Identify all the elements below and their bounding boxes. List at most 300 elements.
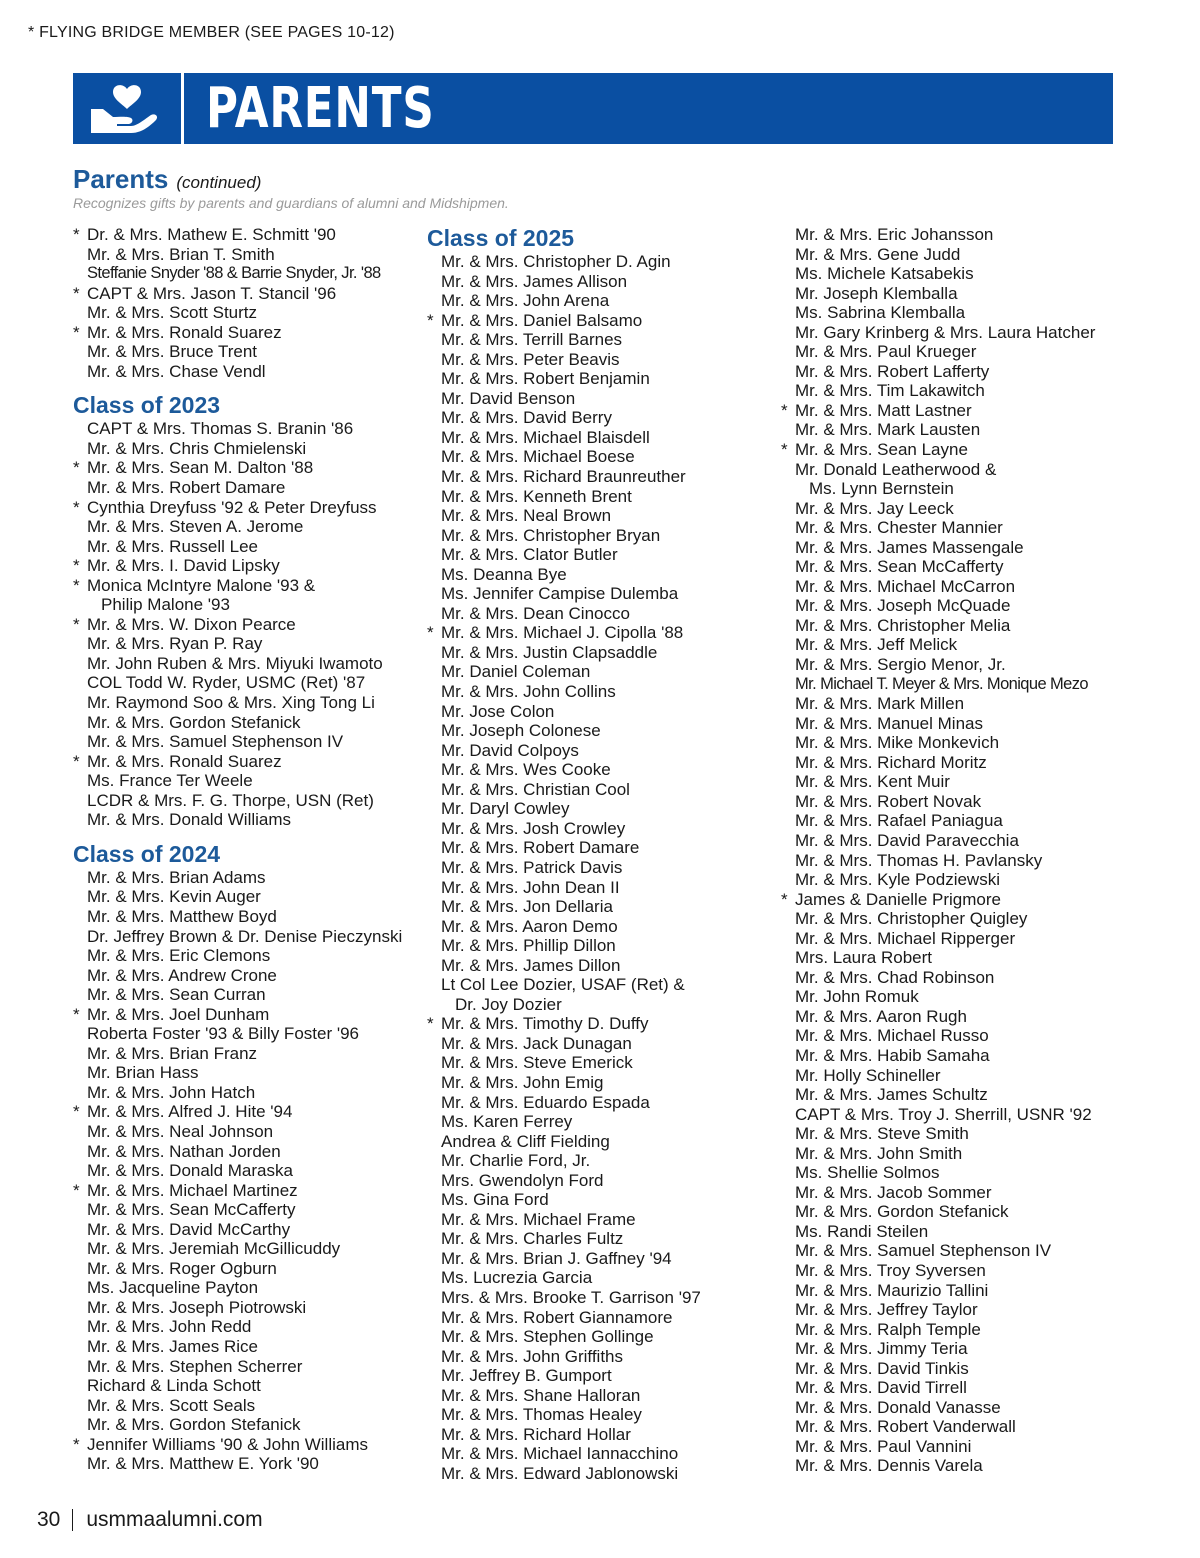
donor-entry [781, 225, 1181, 245]
donor-entry [73, 595, 423, 615]
donor-column-1 [73, 225, 423, 1474]
donor-name: Mr. & Mrs. Timothy D. Duffy [441, 1014, 649, 1034]
donor-entry [781, 401, 1181, 421]
donor-name: Andrea & Cliff Fielding [441, 1131, 610, 1151]
donor-name: Mr. & Mrs. Thomas Healey [441, 1405, 642, 1425]
donor-entry [73, 225, 423, 245]
donor-name: Mr. & Mrs. David Tirrell [795, 1378, 967, 1398]
donor-entry [427, 1132, 777, 1152]
donor-name: Mr. & Mrs. Stephen Gollinge [441, 1327, 654, 1347]
donor-name: Mr. David Colpoys [441, 740, 579, 760]
donor-entry [73, 1044, 423, 1064]
donor-name: Mr. & Mrs. Paul Vannini [795, 1436, 972, 1456]
donor-entry [73, 1220, 423, 1240]
donor-name: Mr. & Mrs. Matt Lastner [795, 400, 972, 420]
donor-name: Mr. & Mrs. Kent Muir [795, 772, 950, 792]
donor-name: Mr. & Mrs. David McCarthy [87, 1219, 291, 1239]
donor-entry [427, 878, 777, 898]
donor-entry [427, 956, 777, 976]
page-footer [37, 1508, 263, 1532]
donor-name: Mr. & Mrs. Jeffrey Taylor [795, 1300, 978, 1320]
donor-name: Ms. Lucrezia Garcia [441, 1268, 593, 1288]
donor-name: Mr. & Mrs. Charles Fultz [441, 1229, 624, 1249]
donor-name: Mr. & Mrs. Michael Iannacchino [441, 1444, 679, 1464]
donor-entry [73, 342, 423, 362]
donor-entry [73, 323, 423, 343]
donor-entry [781, 479, 1181, 499]
donor-name: Ms. Jennifer Campise Dulemba [441, 584, 679, 604]
donor-entry [73, 791, 423, 811]
donor-name: Mr. & Mrs. John Emig [441, 1072, 604, 1092]
donor-entry [427, 780, 777, 800]
flying-bridge-star: * [781, 440, 788, 460]
donor-name: Dr. & Mrs. Mathew E. Schmitt '90 [87, 225, 336, 244]
donor-entry [427, 369, 777, 389]
section-title: Parents [73, 164, 169, 194]
donor-entry [781, 635, 1181, 655]
donor-name: Mr. & Mrs. Sean McCafferty [795, 557, 1004, 577]
donor-entry [427, 1366, 777, 1386]
donor-entry [781, 811, 1181, 831]
donor-name: Ms. Randi Steilen [795, 1221, 929, 1241]
donor-entry [73, 1435, 423, 1455]
donor-name: Ms. Karen Ferrey [441, 1112, 573, 1132]
donor-name: Mr. John Romuk [795, 987, 919, 1007]
donor-entry [73, 303, 423, 323]
flying-bridge-star: * [73, 1434, 80, 1454]
donor-entry [781, 264, 1181, 284]
donor-entry [73, 907, 423, 927]
donor-entry [781, 362, 1181, 382]
donor-name: Mr. & Mrs. Ronald Suarez [87, 322, 282, 342]
donor-entry [427, 408, 777, 428]
donor-entry [73, 985, 423, 1005]
donor-name: Mr. & Mrs. Brian T. Smith [87, 244, 275, 264]
donor-entry [781, 792, 1181, 812]
donor-entry [73, 673, 423, 693]
donor-name: CAPT & Mrs. Thomas S. Branin '86 [87, 419, 354, 439]
donor-name: Mrs. Laura Robert [795, 948, 932, 968]
donor-entry [427, 526, 777, 546]
donor-name: Mr. Daniel Coleman [441, 662, 591, 682]
donor-entry [427, 389, 777, 409]
donor-name: Ms. Jacqueline Payton [87, 1278, 259, 1298]
donor-name: Mr. & Mrs. Patrick Davis [441, 857, 623, 877]
donor-entry [781, 968, 1181, 988]
donor-entry [73, 732, 423, 752]
donor-entry [781, 1144, 1181, 1164]
flying-bridge-star: * [73, 751, 80, 771]
donor-entry [427, 604, 777, 624]
donor-entry [781, 1456, 1181, 1476]
donor-entry [73, 1454, 423, 1474]
donor-name: Mr. & Mrs. James Dillon [441, 955, 621, 975]
donor-name: Ms. Deanna Bye [441, 564, 567, 584]
donor-entry [73, 1102, 423, 1122]
donor-name: Mr. & Mrs. Terrill Barnes [441, 330, 623, 350]
donor-name: Mr. & Mrs. Kyle Podziewski [795, 870, 1000, 890]
donor-name: Mr. & Mrs. Neal Brown [441, 506, 612, 526]
donor-name: Mr. & Mrs. Thomas H. Pavlansky [795, 850, 1043, 870]
donor-entry [781, 596, 1181, 616]
donor-name: Mr. & Mrs. Phillip Dillon [441, 936, 616, 956]
hand-heart-icon [73, 73, 181, 144]
donor-name: Mr. & Mrs. Stephen Scherrer [87, 1356, 303, 1376]
donor-entry [73, 1024, 423, 1044]
donor-entry [781, 1124, 1181, 1144]
flying-bridge-note: * FLYING BRIDGE MEMBER (SEE PAGES 10-12) [28, 24, 395, 41]
donor-name: Mr. & Mrs. Jeff Melick [795, 635, 958, 655]
donor-name: Mr. Gary Krinberg & Mrs. Laura Hatcher [795, 322, 1096, 342]
donor-entry [427, 1229, 777, 1249]
class-heading: Class of 2023 [73, 392, 221, 419]
donor-name: Mr. & Mrs. Brian J. Gaffney '94 [441, 1248, 672, 1268]
donor-entry [73, 946, 423, 966]
donor-entry [427, 272, 777, 292]
donor-entry [427, 1444, 777, 1464]
donor-entry [781, 655, 1181, 675]
donor-name: Mr. & Mrs. Donald Maraska [87, 1161, 293, 1181]
donor-name: Mr. & Mrs. Andrew Crone [87, 965, 277, 985]
donor-name: Mr. & Mrs. John Collins [441, 682, 616, 702]
donor-entry [427, 487, 777, 507]
donor-entry [73, 1200, 423, 1220]
donor-name: Mr. Raymond Soo & Mrs. Xing Tong Li [87, 693, 375, 713]
donor-name: Mr. & Mrs. Robert Damare [87, 478, 286, 498]
donor-name: CAPT & Mrs. Troy J. Sherrill, USNR '92 [795, 1104, 1092, 1124]
donor-name: Mr. & Mrs. David Paravecchia [795, 830, 1019, 850]
donor-name: Mr. & Mrs. Jacob Sommer [795, 1182, 992, 1202]
donor-name: Mr. Charlie Ford, Jr. [441, 1151, 591, 1171]
donor-name: James & Danielle Prigmore [795, 889, 1001, 909]
donor-name: Mr. & Mrs. Christopher Quigley [795, 909, 1028, 929]
donor-entry [73, 1317, 423, 1337]
donor-name: Mr. & Mrs. Robert Giannamore [441, 1307, 673, 1327]
donor-name: Mr. & Mrs. John Hatch [87, 1082, 256, 1102]
donor-entry [73, 693, 423, 713]
donor-name: Mr. & Mrs. David Berry [441, 408, 612, 428]
donor-entry [427, 1014, 777, 1034]
flying-bridge-star: * [73, 1102, 80, 1122]
donor-entry [781, 460, 1181, 480]
donor-entry [427, 838, 777, 858]
donor-name: Mr. & Mrs. Mark Lausten [795, 420, 981, 440]
donor-name: Mr. & Mrs. Mark Millen [795, 694, 965, 714]
donor-name: Mr. & Mrs. Wes Cooke [441, 760, 611, 780]
donor-name: Mr. & Mrs. Sergio Menor, Jr. [795, 655, 1006, 675]
donor-entry [73, 1005, 423, 1025]
donor-name: Mr. & Mrs. Ronald Suarez [87, 751, 282, 771]
donor-entry [781, 342, 1181, 362]
donor-name: Mr. & Mrs. James Schultz [795, 1085, 988, 1105]
donor-name: Mr. & Mrs. Kevin Auger [87, 887, 261, 907]
donor-name: Ms. Lynn Bernstein [809, 479, 954, 499]
donor-entry [427, 643, 777, 663]
banner-divider [181, 73, 184, 144]
flying-bridge-star: * [73, 283, 80, 303]
donor-entry [73, 1181, 423, 1201]
flying-bridge-star: * [73, 556, 80, 576]
donor-name: Philip Malone '93 [101, 595, 230, 615]
donor-name: Mr. Daryl Cowley [441, 799, 570, 819]
section-continued: (continued) [176, 173, 262, 192]
donor-name: Mr. Donald Leatherwood & [795, 459, 997, 479]
donor-name: Mr. & Mrs. Samuel Stephenson IV [87, 732, 344, 752]
donor-entry [781, 851, 1181, 871]
donor-entry [427, 1268, 777, 1288]
flying-bridge-star: * [427, 623, 434, 643]
donor-entry [427, 1425, 777, 1445]
donor-name: Mr. & Mrs. I. David Lipsky [87, 556, 280, 576]
donor-entry [781, 557, 1181, 577]
donor-name: Mr. & Mrs. Richard Hollar [441, 1424, 631, 1444]
donor-name: Mr. & Mrs. Sean Curran [87, 985, 266, 1005]
donor-name: Mr. & Mrs. James Rice [87, 1336, 258, 1356]
donor-name: Mr. & Mrs. Michael Russo [795, 1026, 989, 1046]
donor-name: Mr. & Mrs. James Massengale [795, 537, 1024, 557]
donor-entry [781, 577, 1181, 597]
donor-name: Mr. & Mrs. Bruce Trent [87, 342, 258, 362]
donor-name: Ms. Shellie Solmos [795, 1163, 940, 1183]
flying-bridge-star: * [73, 575, 80, 595]
donor-name: Mr. & Mrs. Shane Halloran [441, 1385, 641, 1405]
class-heading: Class of 2025 [427, 225, 575, 251]
donor-entry [427, 350, 777, 370]
donor-name: Mr. & Mrs. Gene Judd [795, 244, 961, 264]
donor-entry [427, 741, 777, 761]
donor-entry [781, 1105, 1181, 1125]
donor-entry [73, 1415, 423, 1435]
flying-bridge-star: * [73, 322, 80, 342]
donor-name: Mr. & Mrs. Eric Johansson [795, 225, 994, 244]
donor-entry [781, 675, 1181, 695]
donor-name: Cynthia Dreyfuss '92 & Peter Dreyfuss [87, 497, 377, 517]
donor-entry [781, 1359, 1181, 1379]
donor-entry [781, 538, 1181, 558]
donor-name: Mrs. & Mrs. Brooke T. Garrison '97 [441, 1287, 701, 1307]
donor-entry [427, 897, 777, 917]
donor-entry [781, 772, 1181, 792]
donor-name: Mr. & Mrs. Daniel Balsamo [441, 310, 643, 330]
donor-entry [73, 1142, 423, 1162]
donor-entry [781, 1163, 1181, 1183]
donor-name: Mr. & Mrs. Neal Johnson [87, 1121, 274, 1141]
donor-entry [781, 1398, 1181, 1418]
donor-name: Mr. & Mrs. Michael McCarron [795, 576, 1016, 596]
donor-entry [781, 518, 1181, 538]
donor-name: Mr. & Mrs. Robert Vanderwall [795, 1417, 1016, 1437]
donor-name: Dr. Joy Dozier [455, 994, 562, 1014]
donor-entry [427, 1073, 777, 1093]
donor-entry [73, 1298, 423, 1318]
donor-entry [73, 1239, 423, 1259]
donor-entry [73, 1259, 423, 1279]
flying-bridge-star: * [781, 400, 788, 420]
donor-entry [781, 1437, 1181, 1457]
donor-entry [781, 1183, 1181, 1203]
flying-bridge-star: * [427, 1014, 434, 1034]
donor-name: Lt Col Lee Dozier, USAF (Ret) & [441, 975, 685, 995]
donor-entry [781, 245, 1181, 265]
donor-entry [73, 284, 423, 304]
donor-entry [427, 760, 777, 780]
section-description: Recognizes gifts by parents and guardians of alumni and Midshipmen. [73, 195, 509, 211]
donor-entry [427, 682, 777, 702]
donor-name: Mr. & Mrs. Dennis Varela [795, 1456, 983, 1476]
donor-entry [427, 662, 777, 682]
donor-name: Ms. Sabrina Klemballa [795, 303, 966, 323]
flying-bridge-star: * [427, 310, 434, 330]
donor-name: Mr. & Mrs. Michael Blaisdell [441, 427, 650, 447]
donor-entry [73, 752, 423, 772]
donor-name: Mr. & Mrs. Robert Novak [795, 791, 982, 811]
donor-name: Ms. Gina Ford [441, 1190, 549, 1210]
donor-entry [427, 1171, 777, 1191]
donor-name: Mr. & Mrs. Donald Williams [87, 810, 292, 830]
donor-name: Mr. & Mrs. Christopher Bryan [441, 525, 661, 545]
section-heading [73, 164, 261, 195]
donor-name: Steffanie Snyder '88 & Barrie Snyder, Jr. '88 [87, 264, 381, 283]
donor-entry [781, 1320, 1181, 1340]
donor-name: Mr. & Mrs. Jeremiah McGillicuddy [87, 1239, 341, 1259]
donor-entry [781, 1300, 1181, 1320]
donor-name: Mr. & Mrs. Ralph Temple [795, 1319, 981, 1339]
donor-entry [73, 927, 423, 947]
page-number: 30 [37, 1508, 61, 1531]
donor-name: Mr. & Mrs. Sean McCafferty [87, 1200, 296, 1220]
donor-entry [781, 1417, 1181, 1437]
donor-name: Mr. & Mrs. Jimmy Teria [795, 1339, 968, 1359]
donor-name: Mr. & Mrs. Maurizio Tallini [795, 1280, 989, 1300]
donor-entry [427, 1190, 777, 1210]
donor-name: Mr. & Mrs. Richard Braunreuther [441, 467, 686, 487]
donor-name: Monica McIntyre Malone '93 & [87, 575, 316, 595]
donor-entry [781, 1202, 1181, 1222]
donor-entry [427, 428, 777, 448]
donor-entry [73, 537, 423, 557]
donor-entry [73, 810, 423, 830]
donor-name: Mr. & Mrs. Scott Seals [87, 1395, 256, 1415]
donor-name: Mr. & Mrs. Matthew Boyd [87, 906, 277, 926]
donor-entry [781, 420, 1181, 440]
banner-title: PARENTS [206, 76, 435, 141]
donor-entry [73, 245, 423, 265]
donor-name: Mr. & Mrs. John Dean II [441, 877, 620, 897]
donor-name: Mr. & Mrs. Brian Adams [87, 867, 266, 887]
donor-name: Mr. Joseph Colonese [441, 721, 601, 741]
donor-entry [781, 323, 1181, 343]
donor-name: Mr. Michael T. Meyer & Mrs. Monique Mezo [795, 674, 1088, 693]
donor-name: Mr. & Mrs. Edward Jablonowski [441, 1463, 679, 1483]
donor-name: Mr. & Mrs. Donald Vanasse [795, 1397, 1001, 1417]
donor-entry [73, 1161, 423, 1181]
donor-name: Mr. & Mrs. Matthew E. York '90 [87, 1454, 319, 1474]
donor-entry [427, 1308, 777, 1328]
flying-bridge-star: * [73, 1180, 80, 1200]
donor-entry [73, 654, 423, 674]
donor-name: Mr. & Mrs. Mike Monkevich [795, 733, 1000, 753]
donor-entry [427, 1405, 777, 1425]
donor-entry [73, 1396, 423, 1416]
donor-name: COL Todd W. Ryder, USMC (Ret) '87 [87, 673, 366, 693]
donor-entry [427, 1386, 777, 1406]
donor-name: Mr. John Ruben & Mrs. Miyuki Iwamoto [87, 653, 383, 673]
donor-name: Dr. Jeffrey Brown & Dr. Denise Pieczynski [87, 926, 403, 946]
flying-bridge-star: * [73, 458, 80, 478]
donor-entry [781, 616, 1181, 636]
donor-entry [781, 870, 1181, 890]
donor-name: Mr. & Mrs. Christian Cool [441, 779, 630, 799]
donor-entry [73, 576, 423, 596]
donor-entry [73, 1337, 423, 1357]
donor-entry [427, 447, 777, 467]
donor-name: Mr. & Mrs. Scott Sturtz [87, 303, 258, 323]
donor-name: Mr. & Mrs. Gordon Stefanick [87, 712, 301, 732]
donor-entry [427, 506, 777, 526]
donor-name: Mr. & Mrs. Habib Samaha [795, 1045, 990, 1065]
donor-name: Mr. & Mrs. Robert Lafferty [795, 361, 990, 381]
donor-entry [781, 1007, 1181, 1027]
donor-name: Mr. & Mrs. Michael Frame [441, 1209, 636, 1229]
donor-entry [427, 936, 777, 956]
donor-name: Mr. & Mrs. Christopher Melia [795, 615, 1011, 635]
donor-name: Roberta Foster '93 & Billy Foster '96 [87, 1024, 359, 1044]
donor-entry [427, 1464, 777, 1484]
donor-entry [781, 733, 1181, 753]
donor-entry [73, 1357, 423, 1377]
donor-entry [427, 584, 777, 604]
donor-entry [427, 858, 777, 878]
donor-name: Mr. & Mrs. Rafael Paniagua [795, 811, 1003, 831]
flying-bridge-star: * [73, 1004, 80, 1024]
donor-entry [427, 917, 777, 937]
donor-name: Mr. & Mrs. Peter Beavis [441, 349, 620, 369]
donor-name: Mr. & Mrs. Joseph Piotrowski [87, 1297, 307, 1317]
donor-name: Mr. & Mrs. Eric Clemons [87, 946, 271, 966]
donor-name: Mr. & Mrs. Christopher D. Agin [441, 252, 671, 271]
donor-entry [427, 623, 777, 643]
donor-entry [427, 1093, 777, 1113]
donor-name: Mrs. Gwendolyn Ford [441, 1170, 604, 1190]
donor-entry [73, 1122, 423, 1142]
donor-name: Richard & Linda Schott [87, 1376, 261, 1396]
donor-entry [427, 1151, 777, 1171]
donor-entry [781, 1261, 1181, 1281]
flying-bridge-star: * [73, 497, 80, 517]
donor-entry [427, 819, 777, 839]
donor-name: Mr. & Mrs. Aaron Rugh [795, 1006, 967, 1026]
donor-entry [781, 284, 1181, 304]
donor-name: Mr. & Mrs. Tim Lakawitch [795, 381, 985, 401]
footer-divider [72, 1509, 73, 1531]
donor-name: Mr. & Mrs. Russell Lee [87, 536, 258, 556]
donor-name: Mr. & Mrs. Samuel Stephenson IV [795, 1241, 1052, 1261]
donor-name: Mr. Joseph Klemballa [795, 283, 958, 303]
donor-name: Mr. & Mrs. Paul Krueger [795, 342, 977, 362]
donor-entry [781, 714, 1181, 734]
donor-entry [427, 330, 777, 350]
donor-name: Mr. & Mrs. Chase Vendl [87, 361, 266, 381]
donor-entry [427, 1249, 777, 1269]
donor-name: Mr. & Mrs. Gordon Stefanick [87, 1415, 301, 1435]
donor-name: Mr. David Benson [441, 388, 576, 408]
donor-name: Mr. & Mrs. Michael J. Cipolla '88 [441, 623, 684, 643]
donor-name: Mr. Jose Colon [441, 701, 555, 721]
donor-entry [781, 303, 1181, 323]
donor-entry [73, 1278, 423, 1298]
donor-name: Mr. & Mrs. Michael Martinez [87, 1180, 298, 1200]
donor-name: Mr. & Mrs. Nathan Jorden [87, 1141, 281, 1161]
